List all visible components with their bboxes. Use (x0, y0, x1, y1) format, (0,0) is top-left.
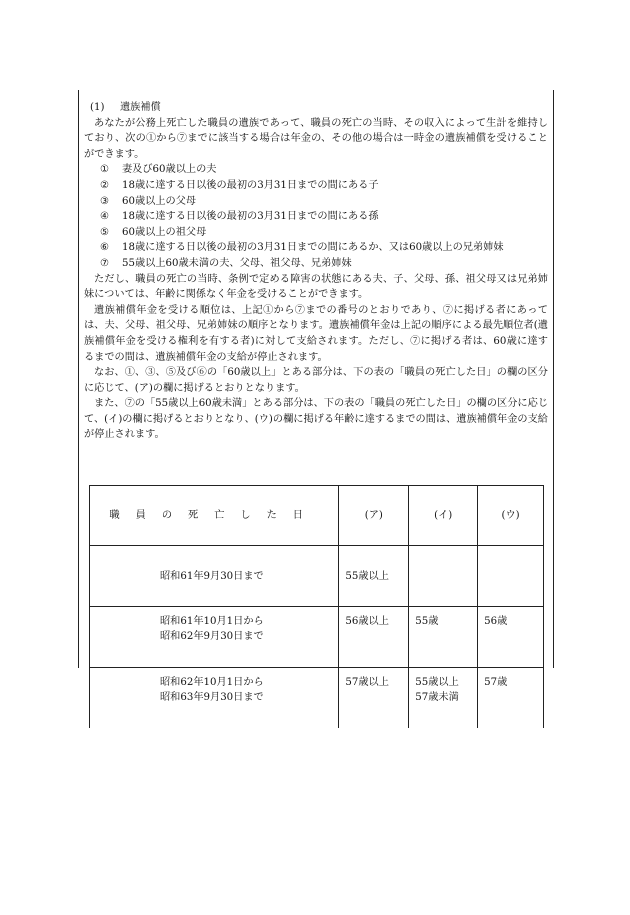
order-paragraph: 遺族補償年金を受ける順位は、上記①から⑦までの番号のとおりであり、⑦に掲げる者にあっては、夫、父母、祖父母、兄弟姉妹の順序となります。遺族補償年金は上記の順序による最先順位者(遺族補償年金を受ける権利を有する者)に対して支給されます。ただし、⑦に掲げる者は、60歳に達するまでの間は、遺族補償年金の支給が停止されます。 (84, 304, 548, 363)
table-header-row (90, 486, 544, 546)
cell-a: 56歳以上 (339, 607, 409, 668)
item-text: 60歳以上の父母 (122, 195, 197, 207)
section-title: 遺族補償 (120, 102, 161, 113)
note-paragraph-1: なお、①、③、⑤及び⑥の「60歳以上」とある部分は、下の表の「職員の死亡した日」の欄の区分に応じて、(ア)の欄に掲げるとおりとなります。 (84, 367, 548, 394)
item-mark: ② (100, 179, 110, 191)
date-line: 昭和62年10月1日から (160, 677, 264, 688)
item-text: 60歳以上の祖父母 (122, 226, 207, 238)
list-item (84, 178, 548, 194)
cell-u: 57歳 (478, 668, 544, 729)
list-item (84, 162, 548, 178)
table-row (90, 668, 544, 729)
cell-death-date (90, 546, 339, 607)
item-text: 55歳以上60歳未満の夫、父母、祖父母、兄弟姉妹 (122, 257, 352, 269)
item-text: 18歳に達する日以後の最初の3月31日までの間にあるか、又は60歳以上の兄弟姉妹 (122, 242, 504, 254)
note-paragraph-2: また、⑦の「55歳以上60歳未満」とある部分は、下の表の「職員の死亡した日」の欄の区分に応じて、(イ)の欄に掲げるとおりとなり、(ウ)の欄に掲げる年齢に達するまでの間は、遺族補償年金の支給が停止されます。 (84, 398, 548, 441)
cell-i (409, 668, 478, 729)
cell-line: 55歳以上 (415, 677, 459, 688)
item-mark: ⑤ (100, 226, 110, 238)
header-death-date: 職員の死亡した日 (90, 486, 339, 546)
cell-line: 55歳 (415, 616, 439, 627)
item-mark: ⑥ (100, 242, 110, 254)
header-a: (ア) (339, 486, 409, 546)
cell-u: 56歳 (478, 607, 544, 668)
intro-paragraph: あなたが公務上死亡した職員の遺族であって、職員の死亡の当時、その収入によって生計を維持しており、次の①から⑦までに該当する場合は年金の、その他の場合は一時金の遺族補償を受けることができます。 (84, 117, 548, 160)
cell-i (409, 607, 478, 668)
list-item (84, 194, 548, 210)
date-line: 昭和61年10月1日から (160, 616, 264, 627)
header-i: (イ) (409, 486, 478, 546)
cell-i (409, 546, 478, 607)
item-mark: ④ (100, 211, 110, 223)
item-text: 18歳に達する日以後の最初の3月31日までの間にある子 (122, 179, 379, 191)
cell-death-date (90, 668, 339, 729)
date-line: 昭和63年9月30日まで (160, 692, 264, 703)
cell-a: 55歳以上 (339, 546, 409, 607)
header-u: (ウ) (478, 486, 544, 546)
cell-u (478, 546, 544, 607)
cell-death-date (90, 607, 339, 668)
item-text: 18歳に達する日以後の最初の3月31日までの間にある孫 (122, 211, 379, 223)
item-text: 妻及び60歳以上の夫 (122, 164, 217, 176)
cell-line: 57歳未満 (415, 692, 459, 703)
date-line: 昭和61年9月30日まで (160, 570, 264, 582)
section-heading (90, 100, 548, 116)
section-number: (1) (90, 102, 105, 113)
list-item (84, 225, 548, 241)
age-table (89, 485, 544, 728)
date-line: 昭和62年9月30日まで (160, 631, 264, 642)
table-row (90, 607, 544, 668)
list-item (84, 240, 548, 256)
item-mark: ① (100, 164, 110, 176)
proviso-paragraph: ただし、職員の死亡の当時、条例で定める障害の状態にある夫、子、父母、孫、祖父母又は兄弟姉妹については、年齢に関係なく年金を受けることができます。 (84, 273, 548, 301)
list-item (84, 256, 548, 272)
list-item (84, 209, 548, 225)
table-row (90, 546, 544, 607)
document-body (84, 100, 548, 443)
item-mark: ⑦ (100, 257, 110, 269)
cell-a: 57歳以上 (339, 668, 409, 729)
item-mark: ③ (100, 195, 110, 207)
